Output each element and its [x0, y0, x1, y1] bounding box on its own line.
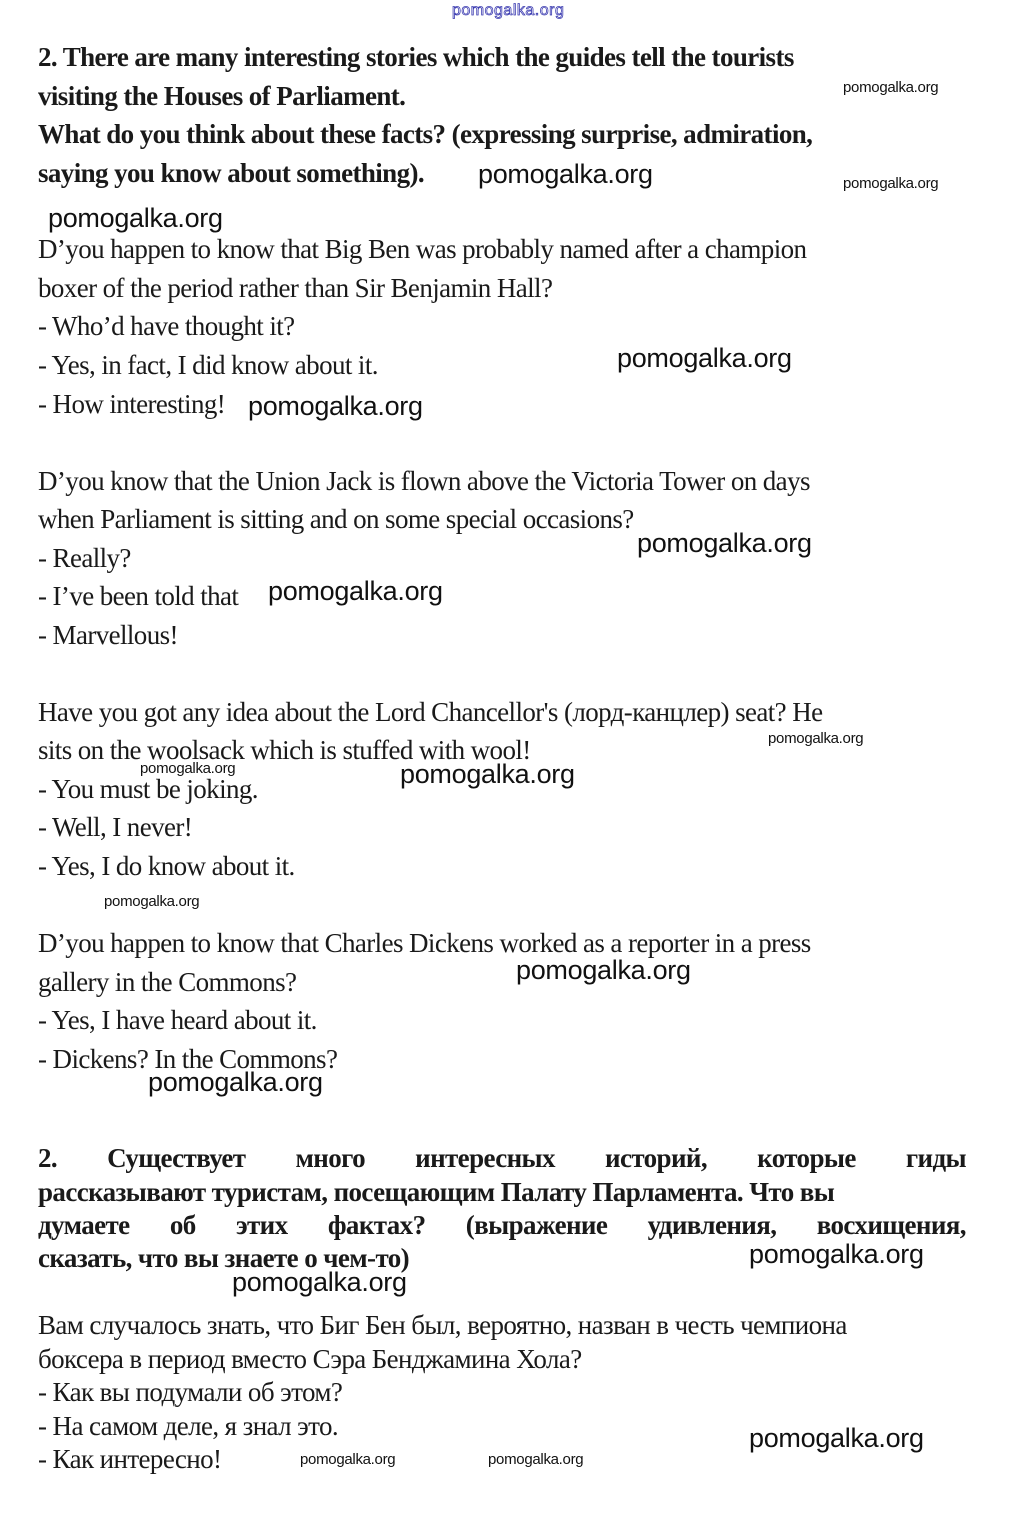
- heading-line: What do you think about these facts? (expressing surprise, admiration,: [38, 119, 813, 149]
- word: историй,: [605, 1143, 708, 1173]
- word: 2.: [38, 1143, 58, 1173]
- watermark-text: pomogalka.org: [768, 730, 864, 747]
- response-line: - You must be joking.: [38, 774, 258, 804]
- question-line: when Parliament is sitting and on some special occasions?: [38, 504, 634, 534]
- response-line: - Marvellous!: [38, 620, 178, 650]
- question-line: boxer of the period rather than Sir Benjamin Hall?: [38, 273, 553, 303]
- watermark-text: pomogalka.org: [617, 343, 792, 373]
- word: этих: [235, 1210, 288, 1240]
- heading-line: сказать, что вы знаете о чем-то): [38, 1243, 410, 1273]
- watermark-text: pomogalka.org: [516, 955, 691, 985]
- response-line: - Как вы подумали об этом?: [38, 1377, 343, 1407]
- word: гиды: [905, 1143, 966, 1173]
- word: Существует: [107, 1143, 246, 1173]
- question-line: D’you happen to know that Big Ben was probably named after a champion: [38, 234, 807, 264]
- response-line: - Really?: [38, 543, 131, 573]
- watermark-text: pomogalka.org: [749, 1423, 924, 1453]
- word: много: [295, 1143, 366, 1173]
- watermark-text: pomogalka.org: [140, 760, 236, 777]
- response-line: - Who’d have thought it?: [38, 311, 295, 341]
- response-line: - Yes, I have heard about it.: [38, 1005, 317, 1035]
- word: думаете: [38, 1210, 130, 1240]
- question-line: D’you know that the Union Jack is flown above the Victoria Tower on days: [38, 466, 810, 496]
- question-line: sits on the woolsack which is stuffed with wool!: [38, 735, 531, 765]
- header-watermark: pomogalka.org: [452, 2, 565, 19]
- watermark-text: pomogalka.org: [843, 79, 939, 96]
- watermark-text: pomogalka.org: [232, 1267, 407, 1297]
- watermark-text: pomogalka.org: [48, 203, 223, 233]
- heading-line-justified: [38, 1142, 966, 1174]
- watermark-text: pomogalka.org: [478, 159, 653, 189]
- watermark-text: pomogalka.org: [300, 1451, 396, 1468]
- heading-line-justified: [38, 1209, 966, 1241]
- watermark-text: pomogalka.org: [148, 1067, 323, 1097]
- response-line: - Yes, in fact, I did know about it.: [38, 350, 378, 380]
- word: которые: [757, 1143, 856, 1173]
- word: интересных: [415, 1143, 555, 1173]
- response-line: - I’ve been told that: [38, 581, 239, 611]
- response-line: - Dickens? In the Commons?: [38, 1044, 338, 1074]
- question-line: Have you got any idea about the Lord Chancellor's (лорд-канцлер) seat? He: [38, 697, 823, 727]
- word: удивления,: [647, 1210, 777, 1240]
- watermark-text: pomogalka.org: [400, 759, 575, 789]
- word: фактах?: [327, 1210, 426, 1240]
- word: об: [169, 1210, 196, 1240]
- response-line: - Well, I never!: [38, 812, 193, 842]
- response-line: - How interesting!: [38, 389, 226, 419]
- question-line: Вам случалось знать, что Биг Бен был, вероятно, назван в честь чемпиона: [38, 1310, 847, 1340]
- watermark-text: pomogalka.org: [637, 528, 812, 558]
- watermark-text: pomogalka.org: [248, 391, 423, 421]
- heading-line: рассказывают туристам, посещающим Палату Парламента. Что вы: [38, 1177, 835, 1207]
- watermark-text: pomogalka.org: [268, 576, 443, 606]
- question-line: D’you happen to know that Charles Dickens worked as a reporter in a press: [38, 928, 811, 958]
- watermark-text: pomogalka.org: [843, 175, 939, 192]
- word: (выражение: [465, 1210, 608, 1240]
- question-line: боксера в период вместо Сэра Бенджамина Хола?: [38, 1344, 582, 1374]
- heading-line: 2. There are many interesting stories which the guides tell the tourists: [38, 42, 794, 72]
- response-line: - На самом деле, я знал это.: [38, 1411, 339, 1441]
- watermark-text: pomogalka.org: [104, 893, 200, 910]
- heading-line: visiting the Houses of Parliament.: [38, 81, 406, 111]
- question-line: gallery in the Commons?: [38, 967, 297, 997]
- watermark-text: pomogalka.org: [488, 1451, 584, 1468]
- watermark-text: pomogalka.org: [749, 1239, 924, 1269]
- response-line: - Yes, I do know about it.: [38, 851, 295, 881]
- response-line: - Как интересно!: [38, 1444, 222, 1474]
- word: восхищения,: [816, 1210, 966, 1240]
- heading-line: saying you know about something).: [38, 158, 425, 188]
